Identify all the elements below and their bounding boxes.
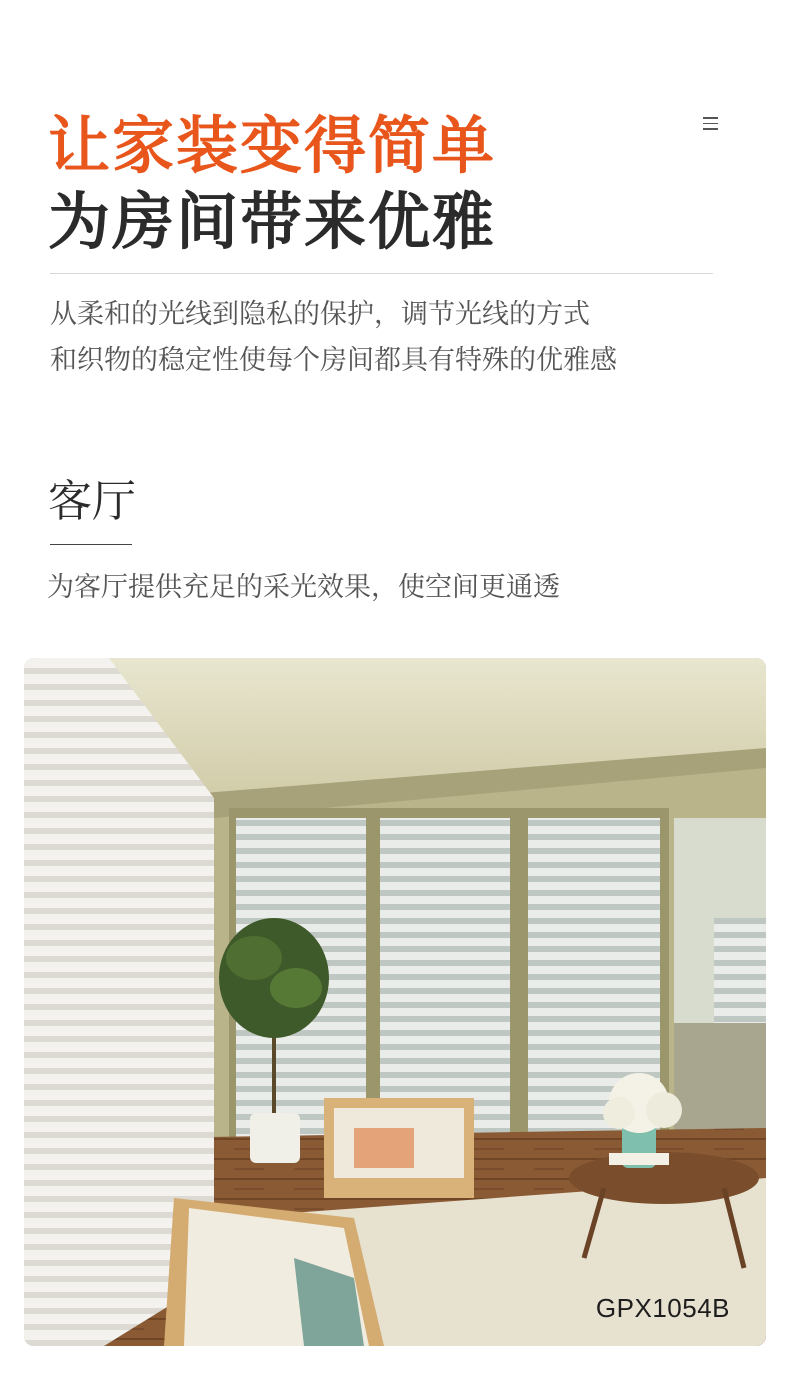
intro-line-1: 从柔和的光线到隐私的保护，调节光线的方式 bbox=[50, 299, 590, 330]
header-divider bbox=[50, 273, 713, 274]
menu-icon-bar bbox=[703, 128, 718, 130]
menu-icon-bar bbox=[703, 123, 718, 125]
intro-text bbox=[50, 292, 617, 384]
headline-main: 为房间带来优雅 bbox=[48, 185, 497, 258]
section-divider bbox=[50, 544, 132, 545]
section-title: 客厅 bbox=[48, 476, 136, 527]
living-room-photo bbox=[24, 658, 766, 1346]
headline-accent: 让家装变得简单 bbox=[48, 109, 497, 182]
product-code: GPX1054B bbox=[595, 1293, 730, 1323]
intro-line-2: 和织物的稳定性使每个房间都具有特殊的优雅感 bbox=[50, 345, 617, 376]
section-description: 为客厅提供充足的采光效果，使空间更通透 bbox=[47, 572, 560, 603]
menu-icon[interactable] bbox=[701, 114, 721, 134]
menu-icon-bar bbox=[703, 117, 718, 119]
